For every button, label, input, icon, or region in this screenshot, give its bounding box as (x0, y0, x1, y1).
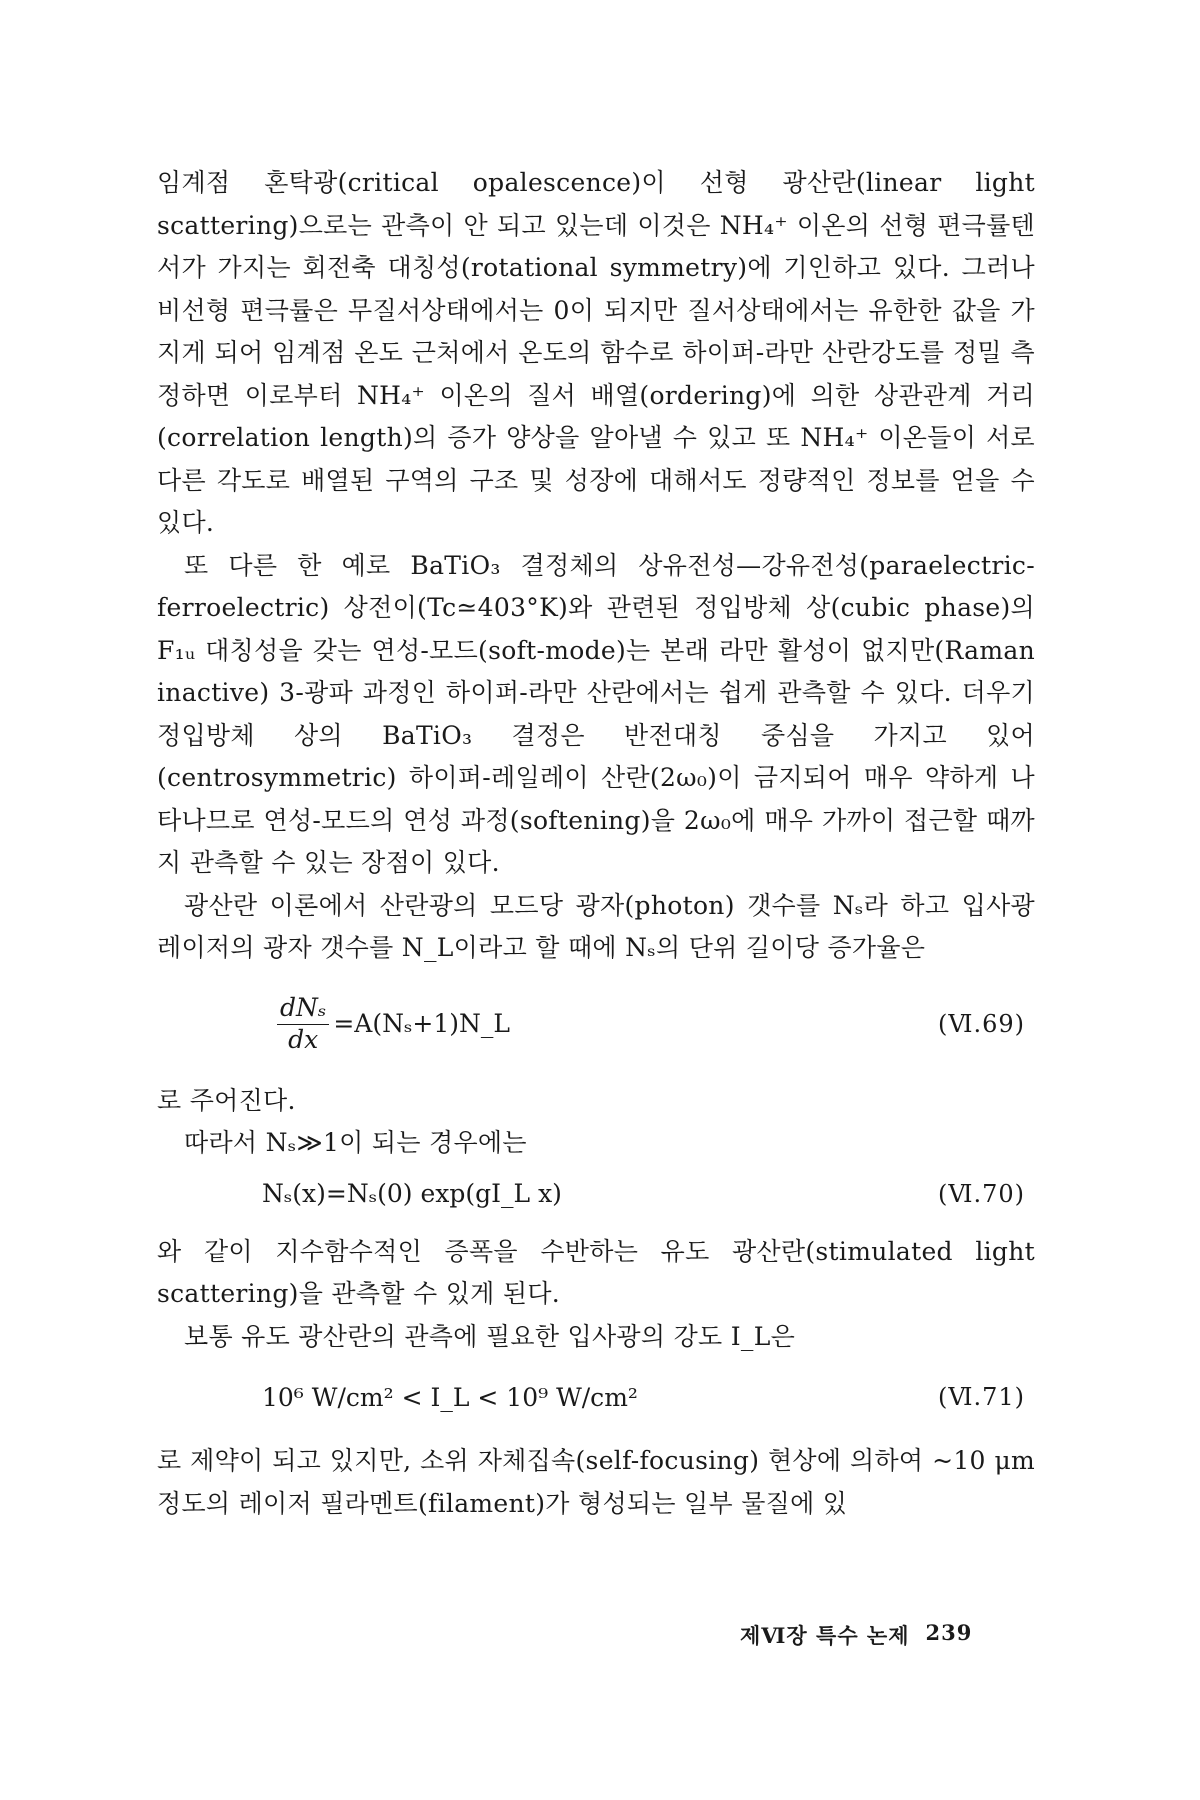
paragraph: 와 같이 지수함수적인 증폭을 수반하는 유도 광산란(stimulated light scattering)을 관측할 수 있게 된다. (157, 1236, 1035, 1308)
paragraph: 또 다른 한 예로 BaTiO₃ 결정체의 상유전성—강유전성(paraelectric-ferroelectric) 상전이(Tc≃403°K)와 관련된 정입방체 상(cubic phase)의 F₁ᵤ 대칭성을 갖는 연성-모드(soft-mode)는 본래 라만 활성이 없지만(Raman inactive) 3-광파 과정인 하이퍼-라만 산란에서는 쉽게 관측할 수 있다. 더우기 정입방체 상의 BaTiO₃ 결정은 반전대칭 중심을 가지고 있어(centrosymmetric) 하이퍼-레일레이 산란(2ω₀)이 금지되어 매우 약하게 나타나므로 연성-모드의 연성 과정(softening)을 2ω₀에 매우 가까이 접근할 때까지 관측할 수 있는 장점이 있다. (157, 550, 1035, 877)
paragraph: 보통 유도 광산란의 관측에 필요한 입사광의 강도 I_L은 (184, 1321, 796, 1351)
equation-number: (Ⅵ.71) (937, 1383, 1025, 1411)
equation-vi-69 (277, 984, 1035, 1064)
paragraph: 로 주어진다. (157, 1085, 296, 1115)
paragraph: 임계점 혼탁광(critical opalescence)이 선형 광산란(linear light scattering)으로는 관측이 안 되고 있는데 이것은 NH₄⁺ 이온의 선형 편극률텐서가 가지는 회전축 대칭성(rotational symmetry)에 기인하고 있다. 그러나 비선형 편극률은 무질서상태에서는 0이 되지만 질서상태에서는 유한한 값을 가지게 되어 임계점 온도 근처에서 온도의 함수로 하이퍼-라만 산란강도를 정밀 측정하면 이로부터 NH₄⁺ 이온의 질서 배열(ordering)에 의한 상관관계 거리(correlation length)의 증가 양상을 알아낼 수 있고 또 NH₄⁺ 이온들이 서로 다른 각도로 배열된 구역의 구조 및 성장에 대해서도 정량적인 정보를 얻을 수 있다. (157, 168, 1035, 537)
equation-number: (Ⅵ.70) (937, 1179, 1025, 1208)
equation-expression: 10⁶ W/cm² < I_L < 10⁹ W/cm² (262, 1382, 638, 1412)
fraction-numerator: dNₛ (277, 993, 329, 1025)
fraction (277, 993, 329, 1055)
equation-number: (Ⅵ.69) (937, 1009, 1025, 1038)
chapter-title: 제Ⅵ장 특수 논제 (740, 1623, 910, 1648)
equation-expression: Nₛ(x)=Nₛ(0) exp(gI_L x) (262, 1179, 562, 1208)
page-number: 239 (925, 1620, 973, 1645)
paragraph: 따라서 Nₛ≫1이 되는 경우에는 (184, 1128, 527, 1157)
equation-content (277, 993, 510, 1055)
page-footer (740, 1620, 972, 1650)
paragraph: 광산란 이론에서 산란광의 모드당 광자(photon) 갯수를 Nₛ라 하고 입사광 레이저의 광자 갯수를 N_L이라고 할 때에 Nₛ의 단위 길이당 증가율은 (157, 890, 1035, 962)
fraction-denominator: dx (288, 1024, 319, 1054)
equation-rhs: =A(Nₛ+1)N_L (333, 1009, 510, 1038)
body-text (157, 162, 1035, 1525)
equation-vi-70 (262, 1171, 1035, 1217)
paragraph: 로 제약이 되고 있지만, 소위 자체집속(self-focusing) 현상에 의하여 ~10 μm 정도의 레이저 필라멘트(filament)가 형성되는 일부 물질에 있 (157, 1446, 1035, 1518)
equation-vi-71 (262, 1372, 1035, 1422)
